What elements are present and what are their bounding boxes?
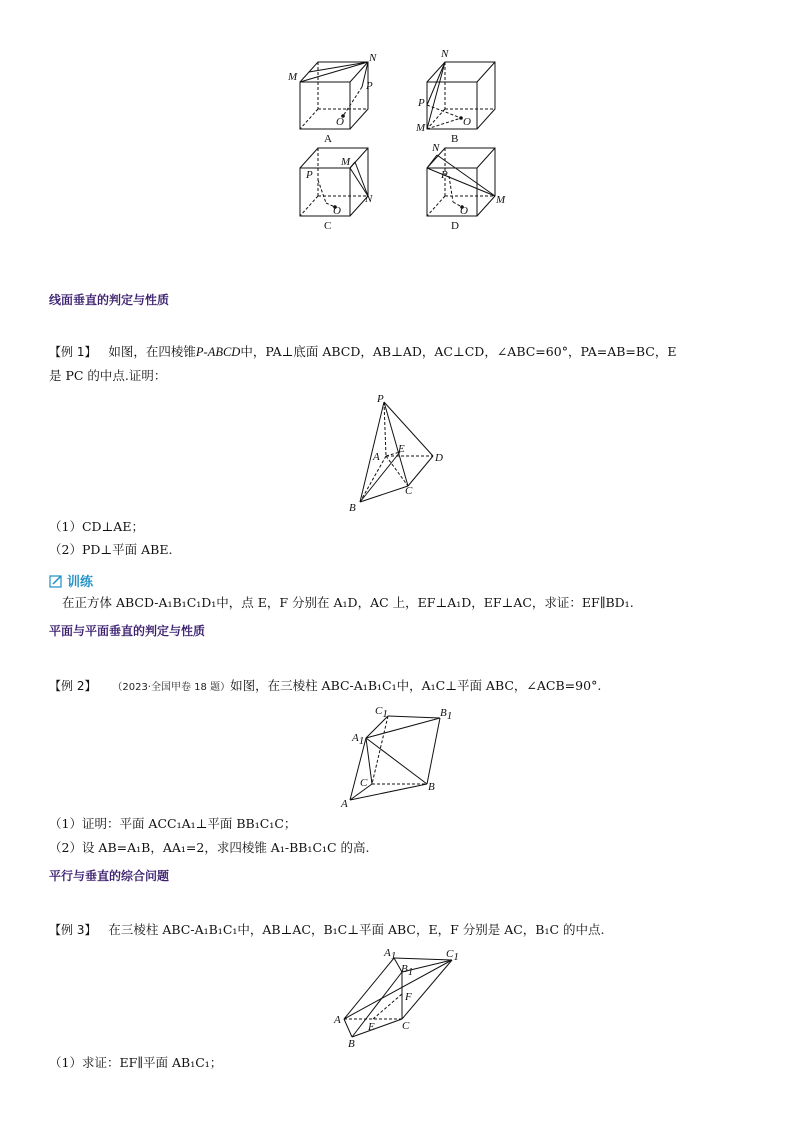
- label-b: B: [348, 1038, 355, 1050]
- training-pencil-icon: [49, 574, 63, 588]
- label-a: A: [334, 1014, 341, 1026]
- label-p: P: [366, 80, 373, 92]
- label-b1-subscript: 1: [446, 710, 453, 722]
- example3-question1: （1）求证：EF∥平面 AB₁C₁；: [49, 1055, 223, 1070]
- label-b1: [401, 963, 413, 978]
- label-m: M: [288, 71, 298, 83]
- training-label: [49, 571, 93, 590]
- label-c1-subscript: 1: [453, 951, 459, 963]
- label-c1: [375, 705, 388, 720]
- cube-figure-d: [407, 140, 517, 240]
- training-text: 在正方体 ABCD-A₁B₁C₁D₁中，点 E，F 分别在 A₁D，AC 上，EF⊥A₁D，EF⊥AC，求证：EF∥BD₁.: [62, 595, 634, 610]
- example3-text: 在三棱柱 ABC-A₁B₁C₁中，AB⊥AC，B₁C⊥平面 ABC，E，F 分别是 AC，B₁C 的中点.: [108, 922, 605, 937]
- label-c: C: [360, 777, 368, 789]
- label-c1-letter: C: [375, 705, 383, 717]
- label-c: C: [405, 485, 413, 497]
- label-a: A: [341, 798, 348, 810]
- pyramid-figure: [340, 390, 460, 515]
- label-n: N: [369, 52, 377, 64]
- label-m: M: [341, 156, 351, 168]
- label-d: D: [435, 452, 443, 464]
- label-b1-letter: B: [401, 963, 408, 975]
- label-m: M: [416, 122, 426, 134]
- label-o: O: [460, 205, 468, 217]
- example2-tag: 【例 2】: [49, 679, 97, 693]
- example1-tag: 【例 1】: [49, 345, 97, 359]
- label-a1-letter: A: [384, 947, 391, 959]
- example1-prefix: 如图，在四棱锥: [108, 344, 196, 359]
- section-heading-parallel-perpendicular: 平行与垂直的综合问题: [49, 869, 170, 883]
- example2-question1: （1）证明：平面 ACC₁A₁⊥平面 BB₁C₁C；: [49, 816, 297, 831]
- label-a1-subscript: 1: [358, 735, 365, 747]
- example3-tag: 【例 3】: [49, 923, 97, 937]
- label-a1-subscript: 1: [390, 950, 397, 962]
- label-m: M: [496, 194, 506, 206]
- label-o: O: [463, 116, 471, 128]
- section-heading-plane-plane-perpendicular: 平面与平面垂直的判定与性质: [49, 624, 206, 638]
- cube-figure-b: [407, 45, 517, 150]
- label-b1-letter: B: [440, 707, 447, 719]
- label-f: F: [405, 991, 412, 1003]
- example2-question2: （2）设 AB=A₁B，AA₁=2，求四棱锥 A₁-BB₁C₁C 的高.: [49, 840, 370, 855]
- label-a1: [351, 732, 364, 747]
- example2-text: 如图，在三棱柱 ABC-A₁B₁C₁中，A₁C⊥平面 ABC，∠ACB=90°.: [230, 678, 602, 693]
- option-letter-c: C: [324, 220, 332, 232]
- label-o: O: [333, 205, 341, 217]
- label-b1-subscript: 1: [407, 966, 414, 978]
- example1-pyramid-name: P-ABCD: [195, 345, 241, 359]
- section-heading-line-plane-perpendicular: 线面垂直的判定与性质: [49, 293, 170, 307]
- label-b: B: [428, 781, 435, 793]
- option-letter-d: D: [451, 220, 459, 232]
- example3-line: [49, 920, 605, 940]
- label-e: E: [398, 443, 405, 455]
- label-n: N: [365, 193, 373, 205]
- example1-question1: （1）CD⊥AE；: [49, 519, 144, 534]
- prism-figure-example2: [338, 700, 468, 810]
- label-b1: [440, 707, 452, 722]
- label-a1-letter: A: [352, 732, 359, 744]
- label-c: C: [402, 1020, 410, 1032]
- label-p: P: [306, 169, 313, 181]
- label-c1-letter: C: [446, 948, 454, 960]
- label-n: N: [432, 142, 440, 154]
- label-e: E: [368, 1021, 375, 1033]
- label-p: P: [441, 169, 448, 181]
- option-letter-b: B: [451, 133, 459, 145]
- label-a1: [383, 947, 396, 962]
- label-n: N: [441, 48, 449, 60]
- prism-figure-example3: [332, 944, 467, 1049]
- example1-line1: [49, 342, 677, 362]
- label-p: P: [418, 97, 425, 109]
- label-c1-subscript: 1: [382, 708, 388, 720]
- label-b: B: [349, 502, 356, 514]
- example2-source: （2023·全国甲卷 18 题）: [112, 682, 231, 693]
- example1-question2: （2）PD⊥平面 ABE.: [49, 542, 173, 557]
- example2-line: [49, 676, 601, 698]
- label-o: O: [336, 116, 344, 128]
- training-title: 训练: [67, 575, 94, 590]
- label-a: A: [373, 451, 380, 463]
- example1-line2: 是 PC 的中点.证明：: [49, 368, 167, 383]
- option-letter-a: A: [324, 133, 332, 145]
- cube-figure-c: [280, 140, 390, 240]
- example1-body: 中，PA⊥底面 ABCD，AB⊥AD，AC⊥CD，∠ABC=60°，PA=AB=BC，E: [240, 344, 677, 359]
- label-p: P: [377, 393, 384, 405]
- cube-figure-a: [280, 45, 390, 150]
